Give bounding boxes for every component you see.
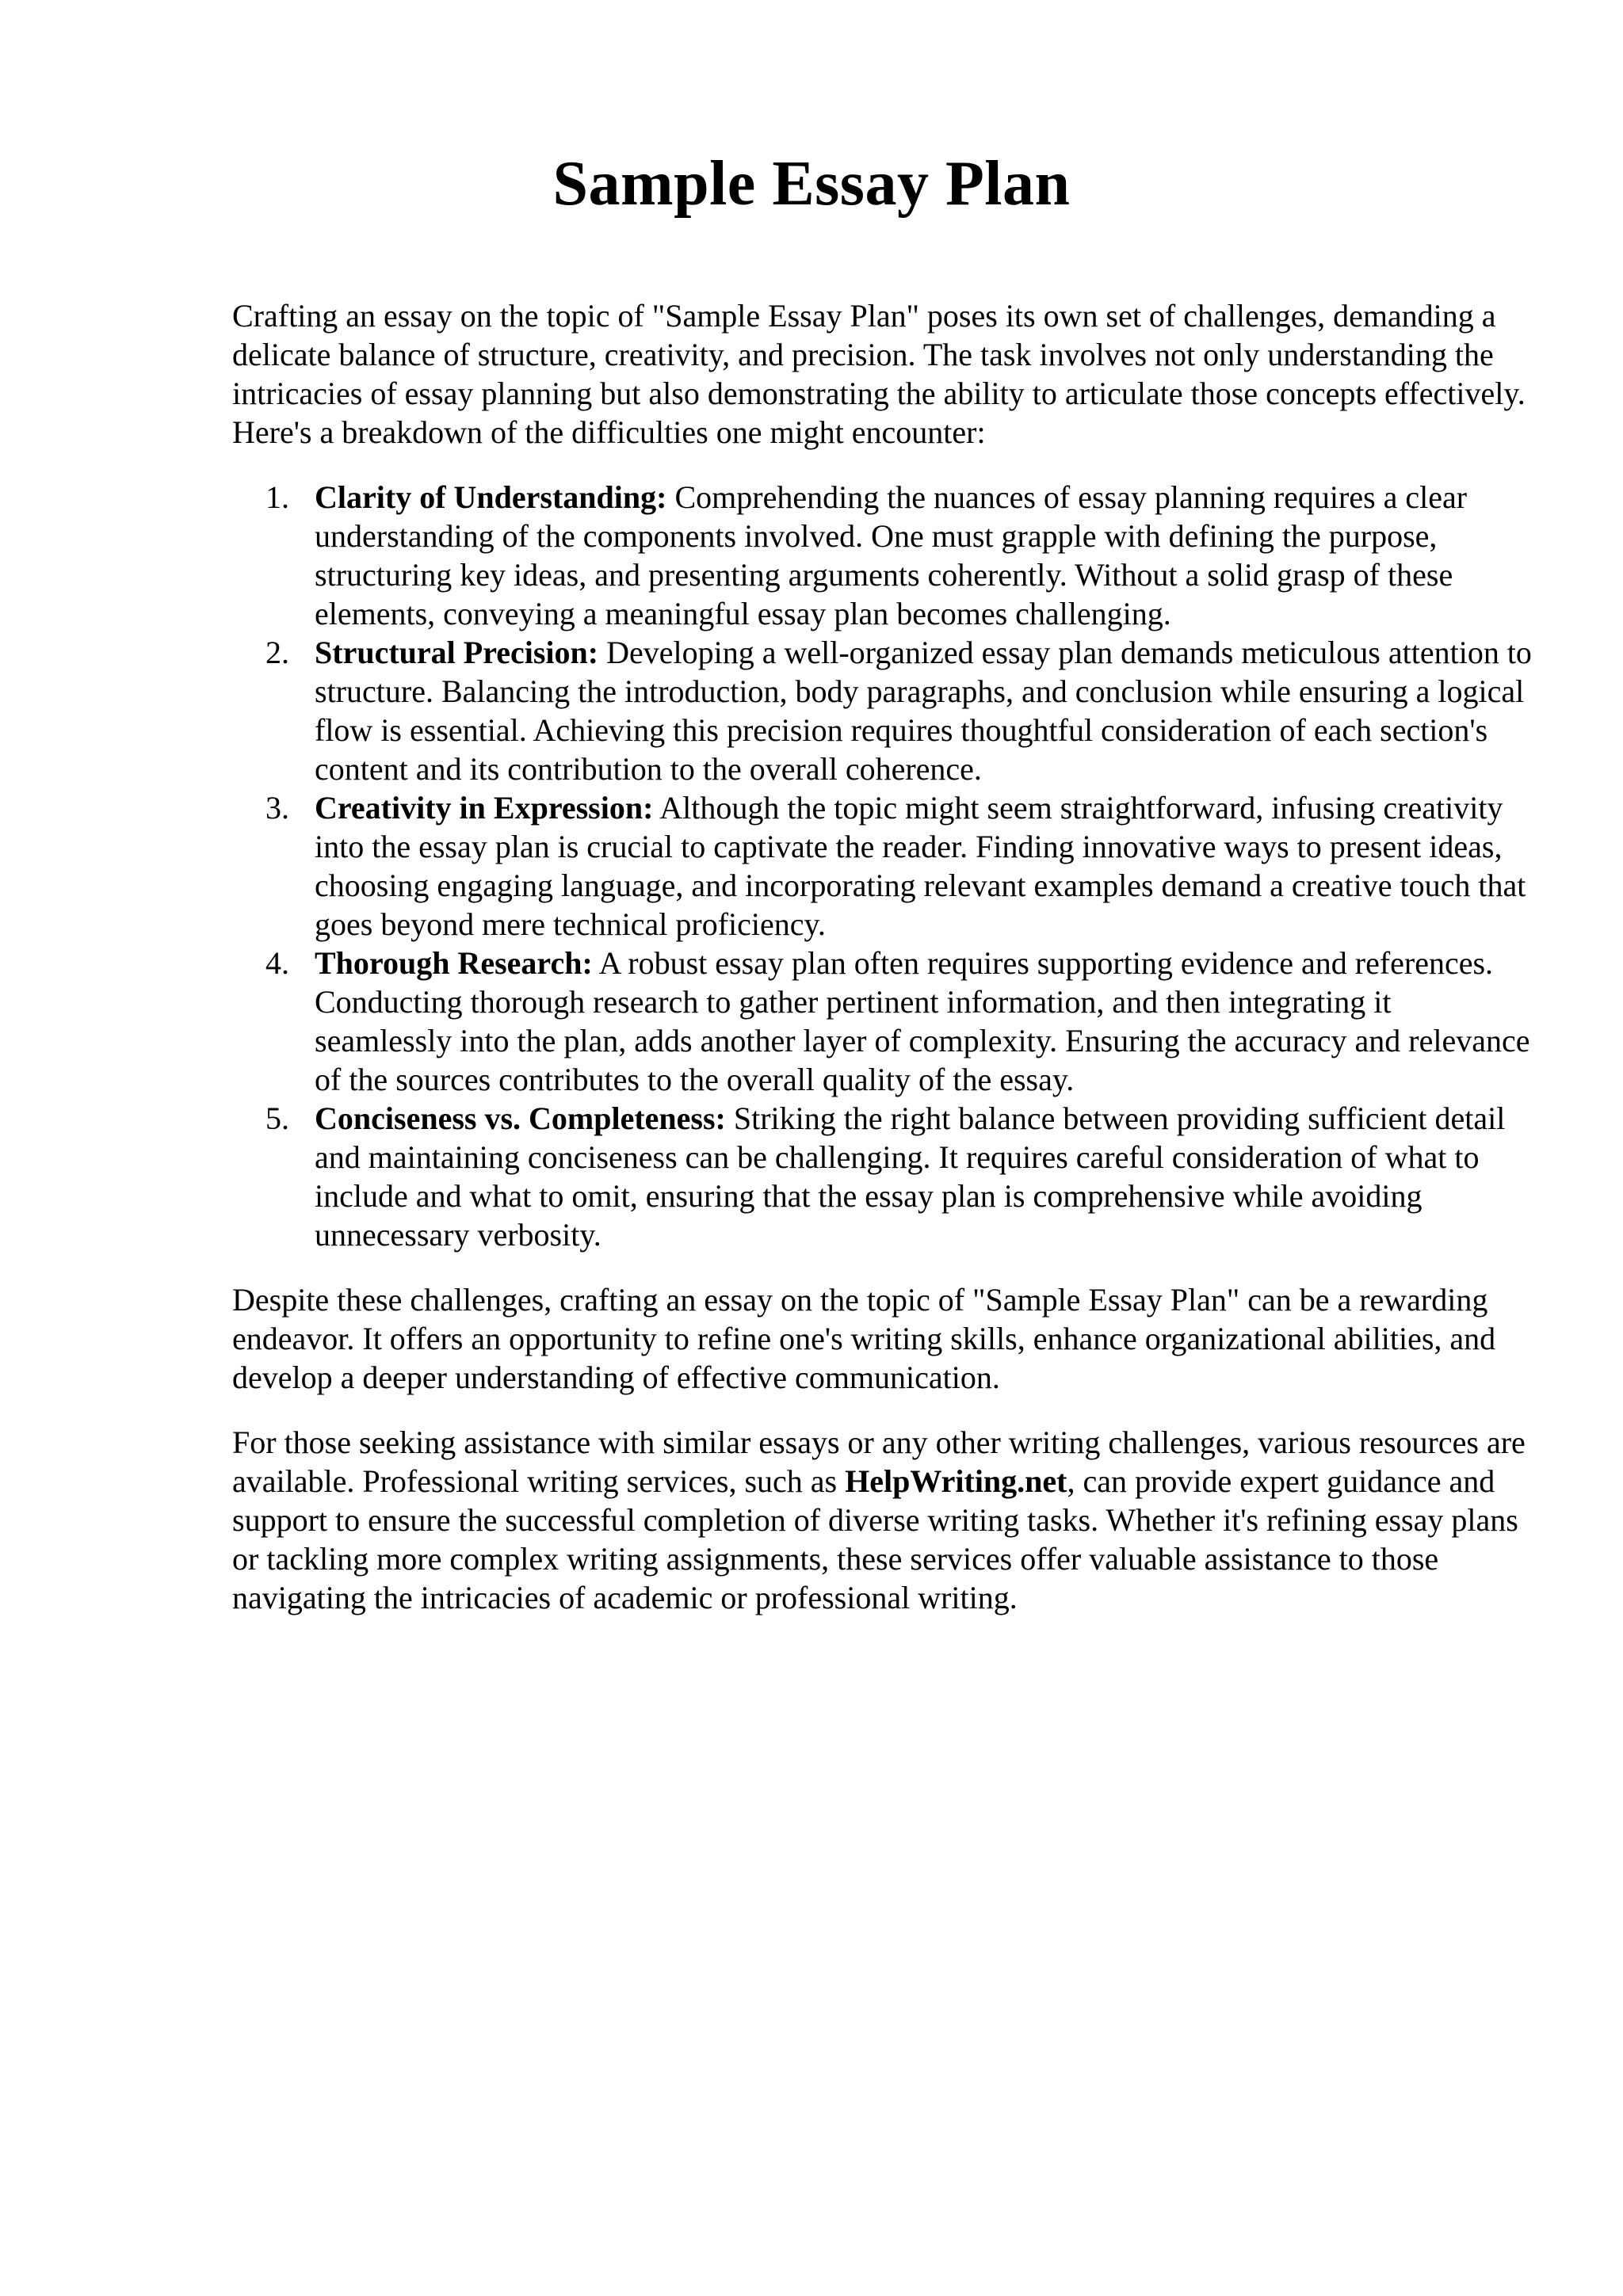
list-item-text: Although the topic might seem straightforward, infusing creativity into the essay plan is crucial to captivate the reader. Finding innovative ways to present ideas, choosing engaging language, and incorporating relevant examples demand a creative touch that goes beyond mere technical proficiency. (315, 790, 1526, 942)
list-item-text: Developing a well-organized essay plan demands meticulous attention to structure. Balancing the introduction, body paragraphs, and conclusion while ensuring a logical flow is essential. Achieving this precision requires thoughtful consideration of each section's content and its contribution to the overall coherence. (315, 635, 1532, 787)
list-item (232, 478, 1532, 633)
document-body (232, 296, 1532, 1643)
list-item (232, 1099, 1532, 1254)
list-item-text: Comprehending the nuances of essay planning requires a clear understanding of the components involved. One must grapple with defining the purpose, structuring key ideas, and presenting arguments coherently. Without a solid grasp of these elements, conveying a meaningful essay plan becomes challenging. (315, 479, 1468, 631)
list-item (232, 633, 1532, 788)
closing-text-after: , can provide expert guidance and support to ensure the successful completion of diverse writing tasks. Whether it's refining essay plans or tackling more complex writing assignments, these services offer valuable assistance to those navigating the intricacies of academic or professional writing. (232, 1463, 1518, 1615)
list-item-title: Structural Precision: (315, 635, 599, 670)
closing-text-before: For those seeking assistance with similar essays or any other writing challenges, various resources are available. Professional writing services, such as (232, 1425, 1526, 1499)
conclusion-paragraph: Despite these challenges, crafting an essay on the topic of "Sample Essay Plan" can be a rewarding endeavor. It offers an opportunity to refine one's writing skills, enhance organizational abilities, and develop a deeper understanding of effective communication. (232, 1282, 1496, 1395)
list-item-title: Thorough Research: (315, 945, 593, 981)
challenges-list (232, 478, 1532, 1254)
list-item-number: 4. (265, 945, 289, 981)
list-item-number: 3. (265, 790, 289, 826)
intro-paragraph: Crafting an essay on the topic of "Sample Essay Plan" poses its own set of challenges, demanding a delicate balance of structure, creativity, and precision. The task involves not only understanding the intricacies of essay planning but also demonstrating the ability to articulate those concepts effectively. Here's a breakdown of the difficulties one might encounter: (232, 298, 1526, 450)
list-item (232, 944, 1532, 1099)
page-title: Sample Essay Plan (552, 149, 1071, 219)
closing-paragraph (232, 1423, 1532, 1617)
list-item-number: 1. (265, 479, 289, 515)
helpwriting-brand: HelpWriting.net (845, 1463, 1067, 1499)
list-item (232, 788, 1532, 944)
list-item-number: 2. (265, 635, 289, 670)
list-item-title: Clarity of Understanding: (315, 479, 667, 515)
list-item-text: A robust essay plan often requires supporting evidence and references. Conducting thorough research to gather pertinent information, and then integrating it seamlessly into the plan, adds another layer of complexity. Ensuring the accuracy and relevance of the sources contributes to the overall quality of the essay. (315, 945, 1530, 1097)
list-item-title: Conciseness vs. Completeness: (315, 1100, 726, 1136)
list-item-title: Creativity in Expression: (315, 790, 654, 826)
list-item-number: 5. (265, 1100, 289, 1136)
list-item-text: Striking the right balance between providing sufficient detail and maintaining conciseness can be challenging. It requires careful consideration of what to include and what to omit, ensuring that the essay plan is comprehensive while avoiding unnecessary verbosity. (315, 1100, 1506, 1253)
